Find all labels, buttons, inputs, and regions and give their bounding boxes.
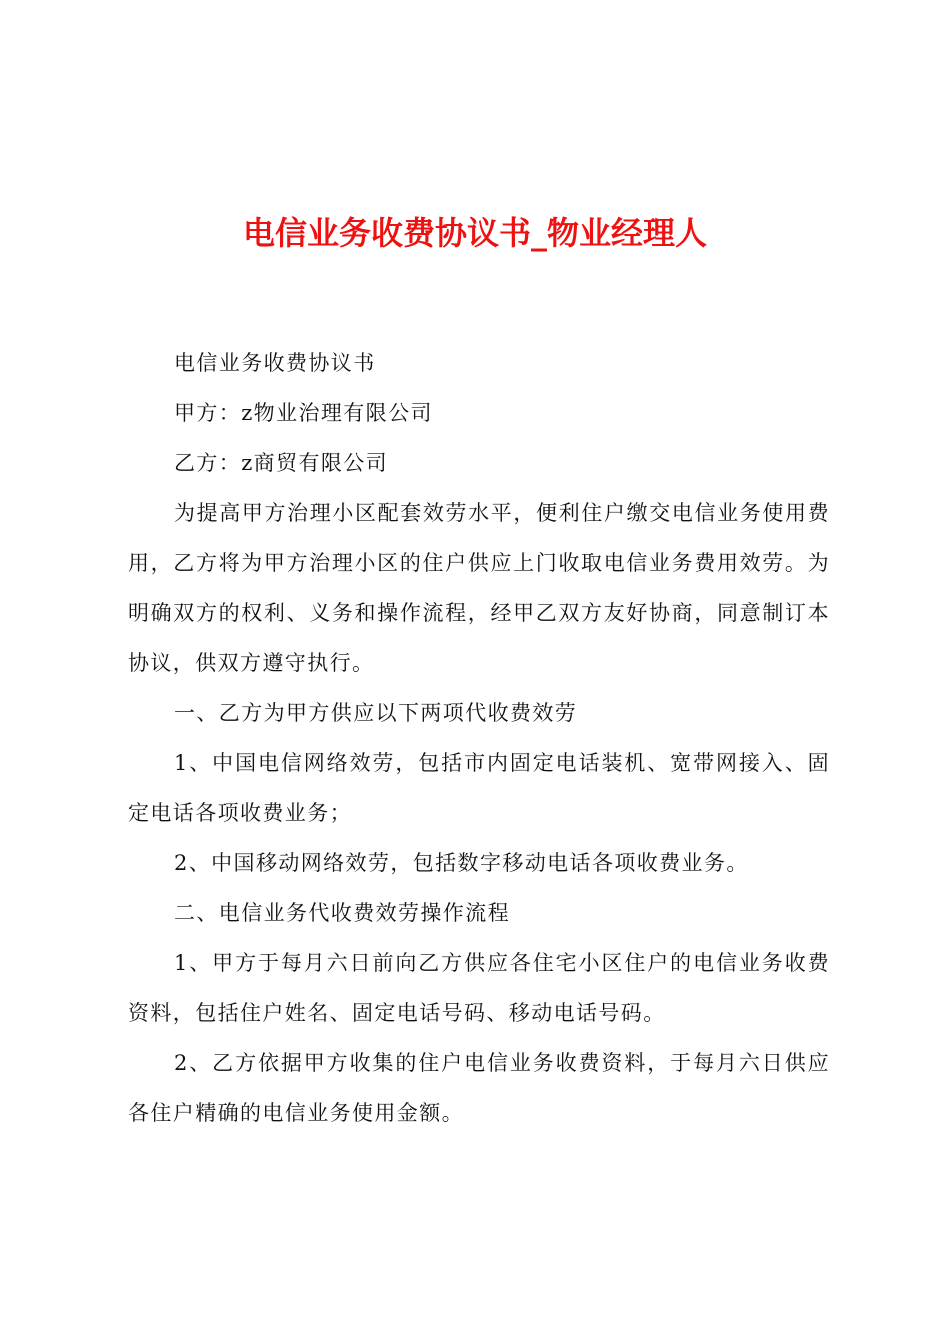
paragraph-preamble: 为提高甲方治理小区配套效劳水平，便利住户缴交电信业务使用费用，乙方将为甲方治理小区的住户供应上门收取电信业务费用效劳。为明确双方的权利、义务和操作流程，经甲乙双方友好协商，同意制订本协议，供双方遵守执行。 — [128, 501, 830, 675]
paragraph-agreement-name: 电信业务收费协议书 — [174, 351, 376, 375]
paragraph-service-telecom: 1、中国电信网络效劳，包括市内固定电话装机、宽带网接入、固定电话各项收费业务； — [128, 751, 830, 825]
paragraph-process-step-1: 1、甲方于每月六日前向乙方供应各住宅小区住户的电信业务收费资料，包括住户姓名、固定电话号码、移动电话号码。 — [128, 951, 830, 1025]
paragraph-party-b: 乙方：z商贸有限公司 — [174, 451, 389, 475]
document-body — [128, 338, 830, 1138]
section-heading-services: 一、乙方为甲方供应以下两项代收费效劳 — [174, 701, 578, 725]
section-heading-process: 二、电信业务代收费效劳操作流程 — [174, 901, 510, 925]
paragraph-process-step-2: 2、乙方依据甲方收集的住户电信业务收费资料，于每月六日供应各住户精确的电信业务使用金额。 — [128, 1051, 830, 1125]
paragraph-service-mobile: 2、中国移动网络效劳，包括数字移动电话各项收费业务。 — [174, 851, 749, 875]
document-title: 电信业务收费协议书_物业经理人 — [242, 214, 707, 252]
paragraph-party-a: 甲方：z物业治理有限公司 — [174, 401, 433, 425]
